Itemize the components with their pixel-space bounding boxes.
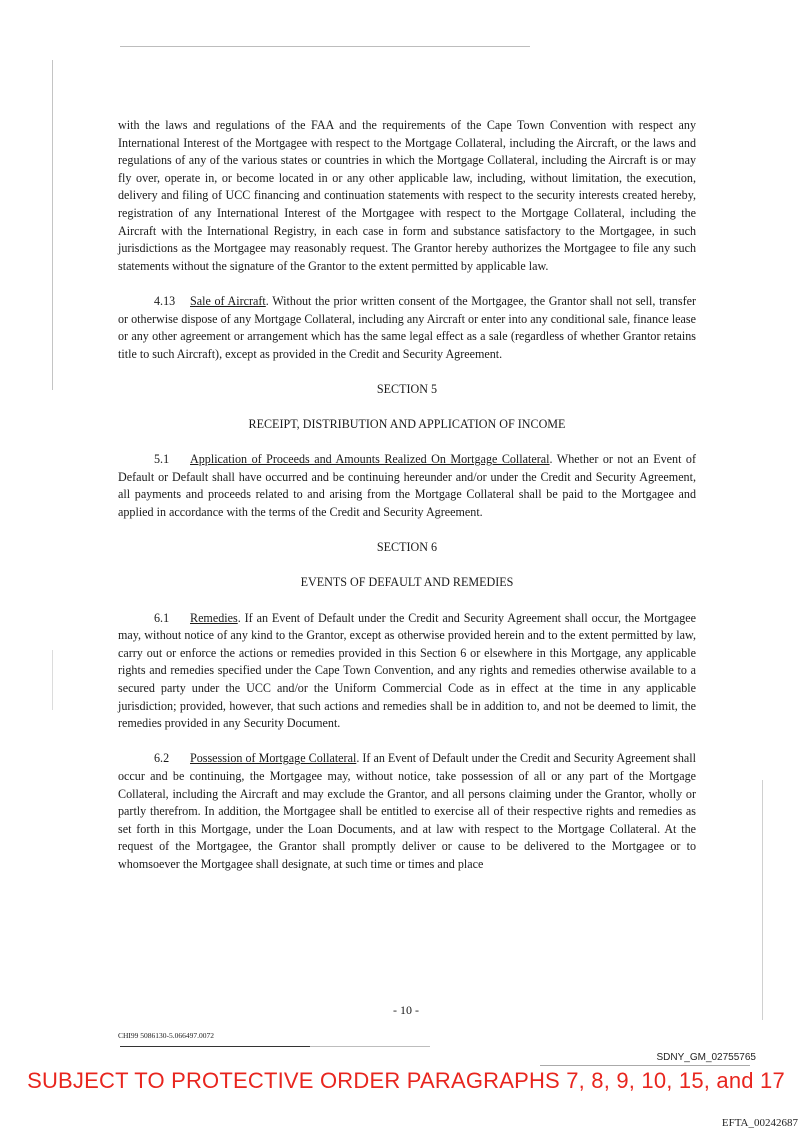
right-scan-line (762, 780, 763, 1020)
section-6-2 (118, 750, 696, 873)
footer-rule (120, 1046, 310, 1047)
section-6-heading (118, 539, 696, 592)
paragraph-continuation: with the laws and regulations of the FAA and the requirements of the Cape Town Convention with respect any International Interest of the Mortgagee with respect to the Mortgage Collateral, including the Aircraft, or the laws and regulations of any of the various states or countries in which the Mortgage Collateral, including the Aircraft is or may fly over, operate in, or become located in or any other applicable law, including, without limitation, the execution, delivery and filing of UCC financing and continuation statements with respect to the security interests created hereby, registration of any International Interest of the Mortgagee with respect to the Mortgage Collateral, including the Aircraft with the International Registry, in each case in form and substance satisfactory to the Mortgagee, in such jurisdictions as the Mortgagee may reasonably request. The Grantor hereby authorizes the Mortgagee to file any such statements without the signature of the Grantor to the extent permitted by applicable law. (118, 118, 696, 273)
left-scan-line (52, 60, 53, 390)
section-number: 6.2 (154, 751, 170, 766)
section-title: Application of Proceeds and Amounts Realized On Mortgage Collateral (190, 452, 550, 467)
section-label: SECTION 6 (376, 540, 438, 555)
document-id: CHI99 5086130-5.066497.0072 (118, 1031, 215, 1040)
efta-number: EFTA_00242687 (721, 1117, 798, 1129)
section-title: Sale of Aircraft (190, 293, 266, 308)
bates-rule (540, 1065, 750, 1066)
section-heading-title: RECEIPT, DISTRIBUTION AND APPLICATION OF INCOME (248, 417, 566, 432)
section-4-13 (118, 293, 696, 363)
section-heading-title: EVENTS OF DEFAULT AND REMEDIES (300, 575, 514, 590)
bates-number: SDNY_GM_02755765 (656, 1052, 756, 1063)
section-text: . If an Event of Default under the Credit and Security Agreement shall occur, the Mortgagee may, without notice of any kind to the Grantor, except as otherwise provided herein and to the extent permitted by law, carry out or enforce the actions or remedies provided in this Section 6 or elsewhere in this Mortgage, any applicable rights and remedies specified under the Cape Town Convention, and any rights and remedies otherwise available to a secured party under the UCC and/or the Uniform Commercial Code as in effect at the time in any applicable jurisdiction; provided, however, that such actions and remedies shall be in addition to, and not be deemed to limit, the remedies provided in any Security Document. (118, 610, 696, 731)
section-5-1 (118, 451, 696, 521)
section-5-heading (118, 381, 696, 434)
section-label: SECTION 5 (376, 381, 438, 396)
document-body (118, 117, 696, 891)
section-text: . If an Event of Default under the Credit and Security Agreement shall occur and be continuing, the Mortgagee may, without notice, take possession of all or any part of the Mortgage Collateral, including the Aircraft and may exclude the Grantor, and all persons claiming under the Grantor, wholly or partly therefrom. In addition, the Mortgagee shall be entitled to exercise all of their respective rights and remedies as set forth in this Mortgage, under the Loan Documents, and at law with respect to the Mortgage Collateral. At the request of the Mortgagee, the Grantor shall promptly deliver or cause to be delivered to the Mortgagee or to whomsoever the Mortgagee shall designate, at such time or times and place (118, 751, 696, 871)
section-title: Possession of Mortgage Collateral (190, 751, 357, 766)
left-scan-line-lower (52, 650, 53, 710)
section-title: Remedies (190, 610, 238, 625)
page-number: - 10 - (393, 1003, 419, 1017)
top-scan-line (120, 46, 530, 47)
section-6-1 (118, 610, 696, 733)
section-number: 6.1 (154, 610, 170, 625)
section-text: . Whether or not an Event of Default or Default shall have occurred and be continuing hereunder and/or under the Credit and Security Agreement, all payments and proceeds related to and arising from the Mortgage Collateral shall be paid to the Mortgagee and applied in accordance with the terms of the Credit and Security Agreement. (118, 452, 696, 520)
section-number: 4.13 (154, 293, 176, 308)
protective-order-notice: SUBJECT TO PROTECTIVE ORDER PARAGRAPHS 7, 8, 9, 10, 15, and 17 (27, 1068, 785, 1093)
section-number: 5.1 (154, 452, 170, 467)
section-text: . Without the prior written consent of the Mortgagee, the Grantor shall not sell, transfer or otherwise dispose of any Mortgage Collateral, including any Aircraft or enter into any conditional sale, finance lease or any other agreement or arrangement which has the same legal effect as a sale (regardless of whether Grantor retains title to such Aircraft), except as provided in the Credit and Security Agreement. (118, 293, 696, 361)
footer-rule-light (310, 1046, 430, 1047)
